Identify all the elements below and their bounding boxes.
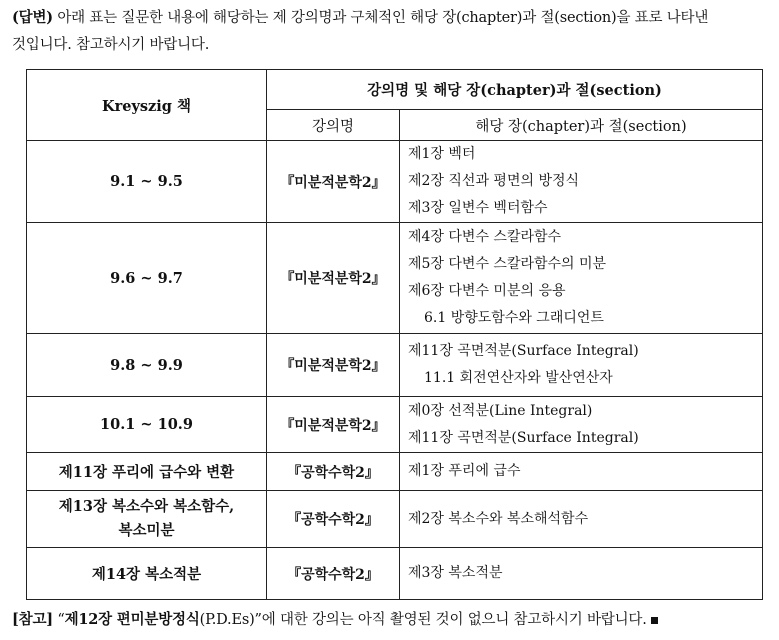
table-row <box>27 223 763 334</box>
chapter-item: 제2장 직선과 평면의 방정식 <box>408 173 580 189</box>
end-square-icon <box>651 617 658 624</box>
header-kreyszig: Kreyszig 책 <box>27 70 267 141</box>
header-course: 강의명 <box>267 110 400 141</box>
note-label: [참고] <box>12 611 53 628</box>
row-range-line2: 복소미분 <box>118 522 175 539</box>
chapter-item: 제0장 선적분(Line Integral) <box>408 402 593 419</box>
row-range: 제11장 푸리에 급수와 변환 <box>27 453 267 491</box>
row-course: 『미분적분학2』 <box>267 334 400 397</box>
table-row <box>27 453 763 491</box>
section-item: 6.1 방향도함수와 그래디언트 <box>424 310 604 326</box>
row-course: 『공학수학2』 <box>267 548 400 600</box>
chapter-item: 제6장 다변수 미분의 응용 <box>408 283 566 299</box>
chapter-item: 제11장 곡면적분(Surface Integral) <box>408 429 639 446</box>
row-chapters <box>400 334 763 397</box>
answer-label: (답변) <box>12 9 53 26</box>
row-chapters <box>400 491 763 548</box>
table-row <box>27 141 763 223</box>
chapter-item: 제11장 곡면적분(Surface Integral) <box>408 343 639 359</box>
row-chapters <box>400 453 763 491</box>
row-chapters <box>400 141 763 223</box>
table-row <box>27 491 763 548</box>
row-course: 『공학수학2』 <box>267 453 400 491</box>
note-text: ”에 대한 강의는 아직 촬영된 것이 없으니 참고하시기 바랍니다. <box>254 612 647 628</box>
table-row <box>27 397 763 453</box>
note-title-rest: (P.D.Es) <box>199 612 255 628</box>
chapter-item: 제4장 다변수 스칼라함수 <box>408 229 562 245</box>
row-chapters <box>400 548 763 600</box>
row-range: 제14장 복소적분 <box>27 548 267 600</box>
header-chapters: 해당 장(chapter)과 절(section) <box>400 110 763 141</box>
header-group: 강의명 및 해당 장(chapter)과 절(section) <box>267 70 763 110</box>
note-title-bold: 제12장 편미분방정식 <box>64 611 200 628</box>
note-quote-open: “ <box>52 612 65 628</box>
row-chapters <box>400 397 763 453</box>
answer-text-line2: 것입니다. 참고하시기 바랍니다. <box>12 37 210 53</box>
row-range-line1: 제13장 복소수와 복소함수, <box>58 498 235 515</box>
row-course: 『공학수학2』 <box>267 491 400 548</box>
reference-note <box>12 608 772 632</box>
chapter-item: 제5장 다변수 스칼라함수의 미분 <box>408 256 607 272</box>
row-chapters <box>400 223 763 334</box>
row-range: 9.8 ~ 9.9 <box>27 334 267 397</box>
row-course: 『미분적분학2』 <box>267 397 400 453</box>
section-item: 11.1 회전연산자와 발산연산자 <box>424 370 613 386</box>
row-range: 9.1 ~ 9.5 <box>27 141 267 223</box>
table-row <box>27 548 763 600</box>
row-course: 『미분적분학2』 <box>267 223 400 334</box>
table-row <box>27 334 763 397</box>
chapter-item: 제3장 복소적분 <box>408 565 503 581</box>
answer-paragraph <box>12 4 772 59</box>
lecture-mapping-table <box>26 69 763 600</box>
chapter-item: 제1장 벡터 <box>408 146 476 162</box>
chapter-item: 제2장 복소수와 복소해석함수 <box>408 510 589 527</box>
row-range: 9.6 ~ 9.7 <box>27 223 267 334</box>
chapter-item: 제1장 푸리에 급수 <box>408 463 521 479</box>
row-course: 『미분적분학2』 <box>267 141 400 223</box>
chapter-item: 제3장 일변수 벡터함수 <box>408 200 548 216</box>
row-range: 10.1 ~ 10.9 <box>27 397 267 453</box>
answer-text-line1: 아래 표는 질문한 내용에 해당하는 제 강의명과 구체적인 해당 장(chapter)과 절(section)을 표로 나타낸 <box>52 10 709 26</box>
row-range <box>27 491 267 548</box>
